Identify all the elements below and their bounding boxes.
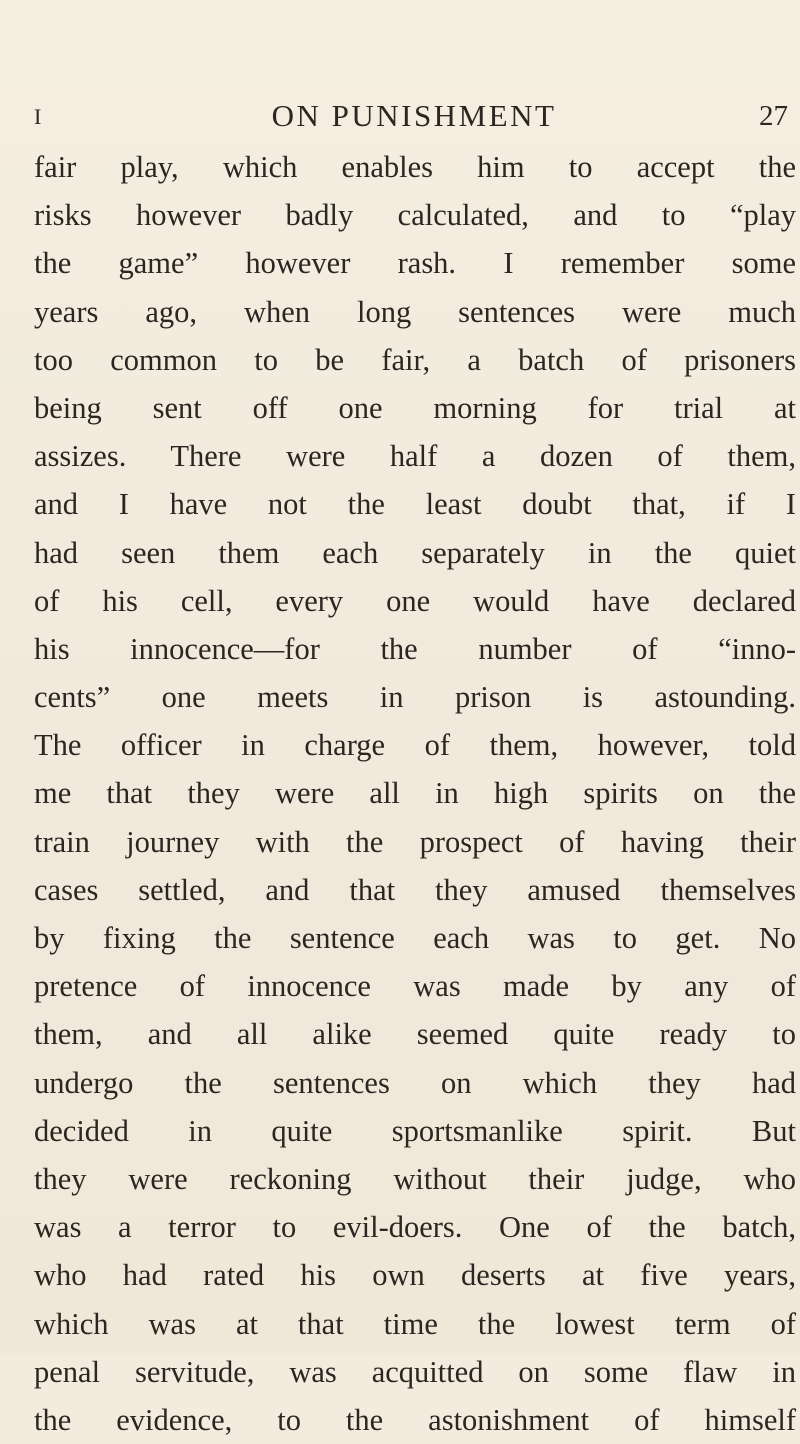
- running-title: ON PUNISHMENT: [271, 98, 557, 133]
- page-number: 27: [759, 100, 788, 132]
- text-line: decided in quite sportsmanlike spirit. But: [34, 1113, 796, 1148]
- text-line: too common to be fair, a batch of prisoners: [34, 342, 796, 377]
- text-line: cents” one meets in prison is astounding.: [34, 680, 796, 715]
- text-line: had seen them each separately in the quiet: [34, 535, 796, 570]
- text-line: and I have not the least doubt that, if I: [34, 487, 796, 522]
- text-line: was a terror to evil-doers. One of the batch,: [34, 1210, 796, 1245]
- text-line: assizes. There were half a dozen of them,: [34, 439, 796, 474]
- text-line: risks however badly calculated, and to “play: [34, 198, 796, 233]
- text-line: by fixing the sentence each was to get. No: [34, 921, 796, 955]
- text-line: his innocence—for the number of “inno-: [34, 631, 796, 666]
- text-line: The officer in charge of them, however, told: [34, 728, 796, 763]
- text-line: cases settled, and that they amused themselves: [34, 872, 796, 907]
- chapter-numeral: I: [34, 104, 43, 129]
- text-line: train journey with the prospect of having their: [34, 824, 796, 859]
- body-text: [34, 143, 796, 1444]
- text-line: they were reckoning without their judge, who: [34, 1161, 796, 1196]
- text-line: being sent off one morning for trial at: [34, 390, 796, 425]
- text-line: which was at that time the lowest term of: [34, 1306, 796, 1341]
- text-line: years ago, when long sentences were much: [34, 294, 796, 329]
- text-line: me that they were all in high spirits on the: [34, 776, 796, 811]
- text-line: the evidence, to the astonishment of himself: [34, 1402, 796, 1437]
- text-line: undergo the sentences on which they had: [34, 1065, 796, 1100]
- text-line: penal servitude, was acquitted on some flaw in: [34, 1354, 796, 1389]
- text-line: who had rated his own deserts at five years,: [34, 1258, 796, 1293]
- text-line: the game” however rash. I remember some: [34, 246, 796, 281]
- text-line: fair play, which enables him to accept the: [34, 150, 796, 184]
- text-line: pretence of innocence was made by any of: [34, 969, 796, 1004]
- text-line: them, and all alike seemed quite ready to: [34, 1017, 796, 1052]
- text-line: of his cell, every one would have declared: [34, 583, 796, 618]
- running-head: [34, 98, 794, 142]
